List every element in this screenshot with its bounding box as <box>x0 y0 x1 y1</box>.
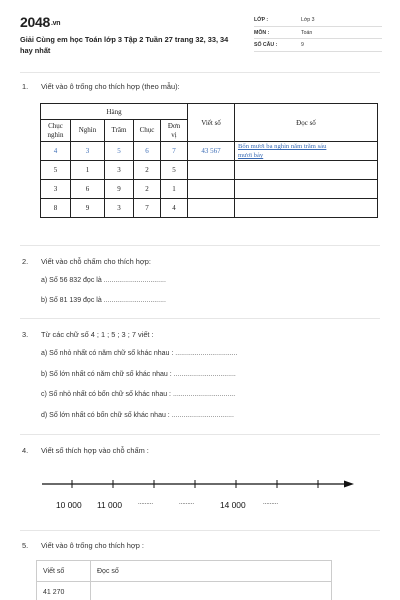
cell: 5 <box>105 142 134 161</box>
tick-label: 10 000 <box>56 500 82 510</box>
divider <box>20 434 380 435</box>
cell-reading-blank[interactable] <box>235 161 378 180</box>
answer-blank[interactable]: ................................ <box>171 412 234 419</box>
question-5: 5. Viết vào ô trống cho thích hợp : <box>22 541 144 550</box>
cell: 7 <box>134 199 161 218</box>
cell: 3 <box>105 199 134 218</box>
divider <box>20 318 380 319</box>
arrow-right-icon <box>344 481 354 488</box>
question-3d: d) Số lớn nhất có bốn chữ số khác nhau : ................................ <box>41 412 234 419</box>
answer-blank[interactable]: ................................ <box>172 391 236 398</box>
table-row <box>41 199 378 218</box>
col-chuc-nghin: Chục nghìn <box>41 120 71 142</box>
table-row <box>37 582 332 600</box>
question-3b: b) Số lớn nhất có năm chữ số khác nhau : ................................ <box>41 371 236 378</box>
question-1: 1. Viết vào ô trống cho thích hợp (theo mẫu): <box>22 82 180 91</box>
cell-reading-blank[interactable] <box>235 199 378 218</box>
place-value-table <box>40 103 378 218</box>
cell: 6 <box>134 142 161 161</box>
answer-blank[interactable]: ................................ <box>103 297 166 304</box>
number-line-axis <box>42 472 354 496</box>
cell: 5 <box>41 161 71 180</box>
question-3c: c) Số nhỏ nhất có bốn chữ số khác nhau : ................................ <box>41 391 236 398</box>
meta-row-count: SỐ CÂU : 9 <box>254 39 382 52</box>
page-title: Giải Cùng em học Toán lớp 3 Tập 2 Tuần 27 trang 32, 33, 34 hay nhất <box>20 35 229 55</box>
divider <box>20 245 380 246</box>
question-2a: a) Số 56 832 đọc là ................................ <box>41 277 166 284</box>
answer-blank[interactable]: ................................ <box>103 277 166 284</box>
cell: 3 <box>71 142 105 161</box>
meta-row-grade: LỚP : Lớp 3 <box>254 14 382 27</box>
question-3: 3. Từ các chữ số 4 ; 1 ; 5 ; 3 ; 7 viết : <box>22 330 154 339</box>
col-nghin: Nghìn <box>71 120 105 142</box>
cell: 2 <box>134 180 161 199</box>
cell: 3 <box>41 180 71 199</box>
table-row <box>41 180 378 199</box>
header-doc-so: Đọc số <box>235 104 378 142</box>
cell: 9 <box>71 199 105 218</box>
cell-number-blank[interactable] <box>188 199 235 218</box>
cell-reading-blank[interactable] <box>91 582 332 600</box>
cell: 1 <box>161 180 188 199</box>
header-doc-so: Đọc số <box>91 561 332 582</box>
cell: 2 <box>134 161 161 180</box>
tick-label-blank[interactable]: ......... <box>138 500 154 506</box>
cell-number-blank[interactable] <box>188 180 235 199</box>
cell: 9 <box>105 180 134 199</box>
table-header-row <box>37 561 332 582</box>
tick-label: 14 000 <box>220 500 246 510</box>
tick-label: 11 000 <box>97 500 122 510</box>
cell-reading-blank[interactable] <box>235 180 378 199</box>
answer-blank[interactable]: ................................ <box>173 371 236 378</box>
number-line-labels <box>42 500 354 514</box>
reading-table <box>36 560 332 600</box>
cell-number: 41 270 <box>37 582 91 600</box>
header-viet-so: Viết số <box>188 104 235 142</box>
cell: 4 <box>41 142 71 161</box>
cell: 1 <box>71 161 105 180</box>
question-2b: b) Số 81 139 đọc là ................................ <box>41 297 166 304</box>
cell: 6 <box>71 180 105 199</box>
cell-number-blank[interactable] <box>188 161 235 180</box>
document-header <box>20 14 380 64</box>
col-tram: Trăm <box>105 120 134 142</box>
cell: 4 <box>161 199 188 218</box>
cell-reading: Bốn mươi ba nghìn năm trăm sáu mươi bảy <box>235 142 378 161</box>
header-viet-so: Viết số <box>37 561 91 582</box>
col-don-vi: Đơn vị <box>161 120 188 142</box>
header-hang: Hàng <box>41 104 188 120</box>
divider <box>20 72 380 73</box>
tick-label-blank[interactable]: ......... <box>179 500 195 506</box>
question-4: 4. Viết số thích hợp vào chỗ chấm : <box>22 446 149 455</box>
question-3a: a) Số nhỏ nhất có năm chữ số khác nhau : ................................ <box>41 350 238 357</box>
tick-label-blank[interactable]: ......... <box>263 500 279 506</box>
meta-row-subject: MÔN : Toán <box>254 27 382 40</box>
col-chuc: Chục <box>134 120 161 142</box>
table-row-sample <box>41 142 378 161</box>
cell: 3 <box>105 161 134 180</box>
meta-panel <box>254 14 382 52</box>
cell: 5 <box>161 161 188 180</box>
answer-blank[interactable]: ................................ <box>175 350 238 357</box>
divider <box>20 530 380 531</box>
number-line <box>42 470 354 520</box>
cell: 7 <box>161 142 188 161</box>
cell: 8 <box>41 199 71 218</box>
site-logo[interactable]: 2048.vn <box>20 14 61 30</box>
table-row <box>41 161 378 180</box>
cell-number: 43 567 <box>188 142 235 161</box>
question-2: 2. Viết vào chỗ chấm cho thích hợp: <box>22 257 151 266</box>
